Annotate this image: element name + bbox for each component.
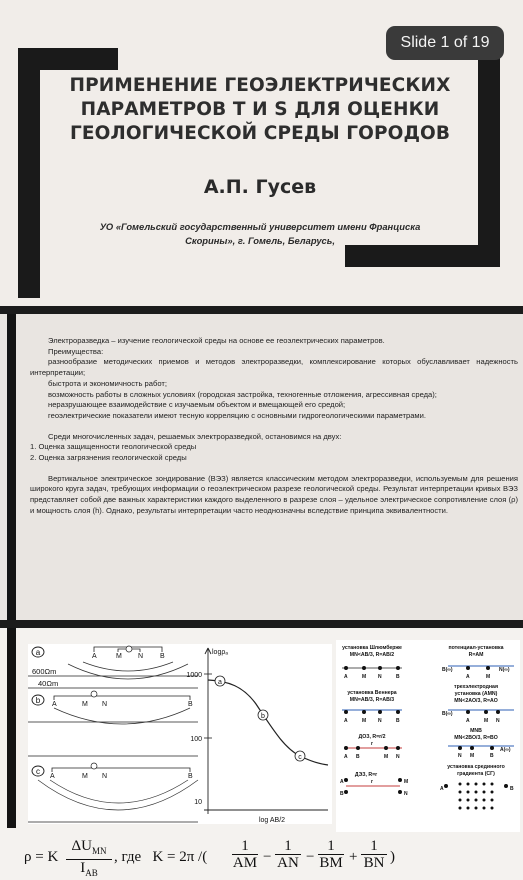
y-axis-label: logρₐ (212, 649, 228, 656)
task-item: 1. Оценка защищенности геологической среды (30, 442, 197, 452)
formula-one: 1 (361, 838, 387, 855)
electrode-a: A (344, 718, 348, 724)
electrode-a: A (52, 701, 57, 708)
wenner-condition: MN=AB/3, R=AB/3 (349, 697, 395, 703)
y-tick: 10 (194, 799, 202, 806)
formula-an: AN (277, 855, 299, 871)
mnb-title: MNB (470, 728, 482, 734)
fraction-du-iab (66, 838, 112, 880)
formula-one: 1 (318, 838, 344, 855)
apparent-resistivity-formula (24, 834, 404, 880)
curve-label-a: a (35, 648, 41, 657)
slide-counter-badge: Slide 1 of 19 (386, 26, 504, 60)
electrode-m: M (486, 674, 491, 680)
formula-i-sub: AB (85, 868, 98, 878)
electrode-n: N (102, 773, 108, 780)
electrode-b: B (188, 701, 193, 708)
mnb-condition: MN<2BO/3, R=BO (454, 735, 498, 741)
ves-paragraph: Вертикальное электрическое зондирование (ВЭЗ) является классическим методом электроразведки, используемым для решения широкого круга задач, требующих информации о геоэлектрическом разрезе геологической среды. Результат интерпретации кривых ВЭЗ представляет собой две важных характеристики каждого выделенного в разрезе слоя – удельное электрическое сопротивление слоя (ρ) и мощность слоя (h). Однако, результаты интерпретации часто неоднозначны вследствие принципа эквивалентности. (30, 473, 518, 515)
electrode-b: B (396, 718, 400, 724)
electrode-a: A (92, 653, 97, 660)
fraction-1-bm (318, 838, 344, 871)
title-line: ПАРАМЕТРОВ Т И S ДЛЯ ОЦЕНКИ (80, 99, 440, 120)
tasks-intro: Среди многочисленных задач, решаемых электроразведкой, остановимся на двух: (48, 431, 342, 441)
three-electrode-condition: MN<2AO/3, R=AO (454, 698, 498, 704)
affiliation-line: Скорины», г. Гомель, Беларусь, (185, 235, 335, 246)
formula-bn: BN (363, 855, 385, 871)
electrode-a: A (344, 674, 348, 680)
slide-2-text (0, 314, 523, 620)
a-infinity: A(∞) (500, 747, 511, 753)
formula-bm: BM (319, 855, 343, 871)
formula-one: 1 (232, 838, 258, 855)
electrode-b: B (396, 674, 400, 680)
doz-title: ДОЗ, R=r/2 (358, 734, 386, 740)
three-electrode-title: установка (AMN) (454, 691, 498, 697)
electrode-a: A (440, 786, 444, 792)
wenner-title: установка Веннера (347, 690, 397, 696)
slide-body (30, 336, 518, 517)
electrode-a: A (340, 779, 344, 785)
layer-resistivity-1: 600Ωm (32, 667, 57, 676)
advantage-item: геоэлектрические показатели имеют тесную корреляцию с основными гидрогеологическими параметрами. (48, 410, 426, 420)
electrode-n: N (378, 718, 382, 724)
y-tick: 1000 (186, 672, 202, 679)
title-line: ГЕОЛОГИЧЕСКОЙ СРЕДЫ ГОРОДОВ (69, 123, 451, 144)
formula-where: , где K = 2π /( (114, 849, 208, 865)
electrode-m: M (484, 718, 489, 724)
y-tick: 100 (190, 736, 202, 743)
slide-3-methods (0, 628, 523, 880)
electrode-m: M (384, 754, 389, 760)
schlumberger-condition: MN<AB/3, R=AB/2 (349, 652, 395, 658)
electrode-m: M (362, 674, 367, 680)
formula-am: AM (232, 855, 258, 871)
spacing-r: r (371, 779, 373, 785)
electrode-n: N (496, 718, 500, 724)
electrode-n: N (102, 701, 108, 708)
fraction-1-an (275, 838, 301, 871)
frame-bar-right (478, 42, 500, 266)
affiliation-line: УО «Гомельский государственный университет имени Франциска (99, 221, 421, 232)
electrode-m: M (82, 773, 88, 780)
curve-label-c: c (36, 767, 40, 776)
gradient-title: установка срединного (447, 764, 505, 770)
fraction-1-bn (361, 838, 387, 871)
electrode-b: B (490, 753, 494, 759)
electrode-b: B (356, 754, 360, 760)
formula-minus: − (263, 849, 272, 865)
potential-title: потенциал-установка (448, 645, 504, 651)
intro-paragraph: Электроразведка – изучение геологической среды на основе ее геоэлектрических параметров. (48, 336, 385, 345)
electrode-m: M (470, 753, 475, 759)
electrode-b: B (188, 773, 193, 780)
dez-title: ДЭЗ, R=r (354, 772, 378, 778)
n-infinity: N(∞) (499, 667, 510, 673)
slide-accent-bar (7, 628, 16, 828)
electrode-n: N (378, 674, 382, 680)
slide-accent-bar (7, 314, 16, 620)
electrode-n: N (138, 653, 144, 660)
electrode-n: N (396, 754, 400, 760)
frame-bar-left (18, 48, 40, 298)
potential-condition: R=AM (468, 652, 484, 658)
curve-point-b: b (261, 713, 265, 720)
curve-point-a: a (218, 679, 222, 686)
ves-sounding-diagram (28, 644, 332, 824)
electrode-n: N (458, 753, 462, 759)
electrode-b: B (340, 791, 344, 797)
formula-minus: − (306, 849, 315, 865)
fraction-1-am (232, 838, 258, 871)
electrode-m: M (404, 779, 409, 785)
electrode-a: A (466, 674, 470, 680)
formula-i: I (80, 860, 86, 876)
curve-point-c: c (298, 754, 302, 761)
b-infinity: B(∞) (442, 711, 453, 717)
electrode-a: A (50, 773, 55, 780)
author-name: А.П. Гусев (203, 176, 317, 198)
advantages-heading: Преимущества: (48, 346, 104, 356)
advantage-item: неразрушающее взаимодействие с изучаемым объектом и вмещающей его средой; (48, 400, 346, 410)
formula-one: 1 (275, 838, 301, 855)
schlumberger-title: установка Шлюмберже (342, 645, 402, 651)
electrode-a: A (466, 718, 470, 724)
title-line: ПРИМЕНЕНИЕ ГЕОЭЛЕКТРИЧЕСКИХ (69, 75, 451, 96)
formula-du: ΔU (71, 838, 92, 854)
frame-bar-top (18, 48, 118, 70)
electrode-b: B (510, 786, 514, 792)
formula-close: ) (390, 849, 395, 865)
advantage-item: возможность работы в сложных условиях (городская застройка, техногенные отложения, агрессивная среда); (48, 389, 437, 399)
advantage-item: разнообразие методических приемов и методов электроразведки, комплексирование которых обуславливает надежность интерпретации; (30, 357, 518, 378)
electrode-m: M (362, 718, 367, 724)
formula-plus: + (349, 849, 358, 865)
electrode-m: M (82, 701, 88, 708)
electrode-a: A (344, 754, 348, 760)
slide-1-title (0, 0, 523, 306)
electrode-arrays-panel (336, 640, 520, 832)
layer-resistivity-2: 40Ωm (38, 679, 59, 688)
spacing-r: r (371, 741, 373, 747)
advantage-item: быстрота и экономичность работ; (48, 378, 167, 388)
electrode-m: M (116, 653, 122, 660)
frame-bar-bottom (345, 245, 500, 267)
three-electrode-title: трехэлектродная (454, 684, 498, 690)
curve-label-b: b (35, 696, 41, 705)
x-axis-label: log AB/2 (258, 817, 286, 824)
formula-du-sub: MN (91, 846, 107, 856)
formula-rho: ρ = K (24, 849, 59, 865)
presentation-title (60, 74, 460, 146)
electrode-b: B (160, 653, 165, 660)
affiliation (60, 220, 460, 248)
task-item: 2. Оценка загрязнения геологической среды (30, 453, 187, 463)
b-infinity: B(∞) (442, 667, 453, 673)
electrode-n: N (404, 791, 408, 797)
gradient-title: градиента (СГ) (457, 771, 495, 777)
